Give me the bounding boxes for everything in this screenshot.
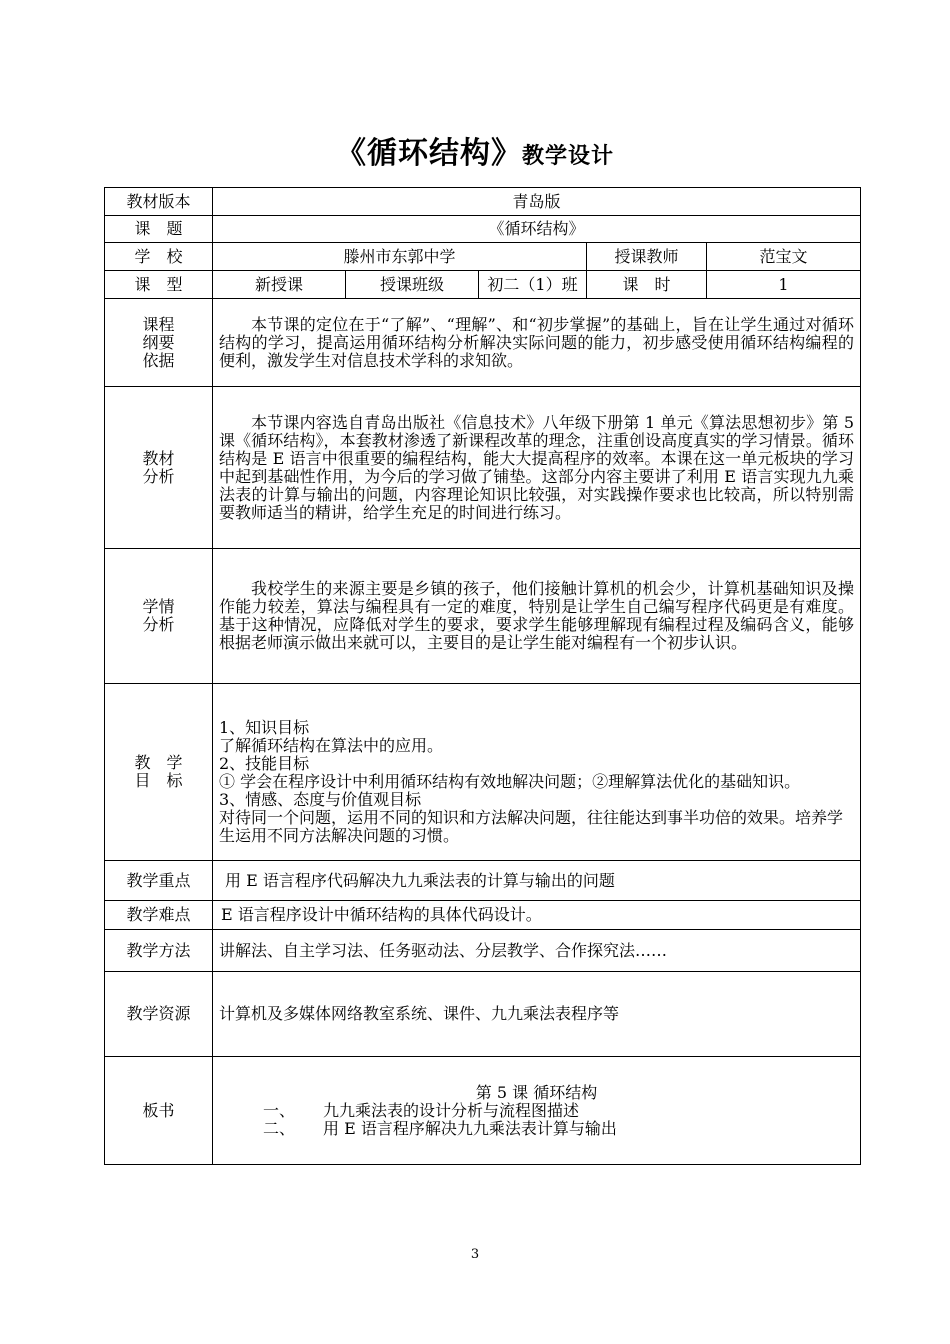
label-class: 授课班级 xyxy=(346,271,479,299)
label-teacher: 授课教师 xyxy=(587,243,707,271)
row-resources xyxy=(105,972,861,1057)
row-goals xyxy=(105,684,861,861)
board-item-text: 用 E 语言程序解决九九乘法表计算与输出 xyxy=(323,1118,617,1138)
value-type: 新授课 xyxy=(213,271,346,299)
goal-line: 3、情感、态度与价值观目标 xyxy=(219,790,422,809)
text-material: 本节课内容选自青岛出版社《信息技术》八年级下册第 1 单元《算法思想初步》第 5 课《循环结构》，本套教材渗透了新课程改革的理念，注重创设高度真实的学习情景。循环结构是 E 语言中很重要的编程结构，能大大提高程序的效率。本课在这一单元板块的学习中起到基础性作用，为今后的学习做了铺垫。这部分内容主要讲了利用 E 语言实现九九乘法表的计算与输出的问题，内容理论知识比较强，对实践操作要求也比较高，所以特别需要教师适当的精讲，给学生充足的时间进行练习。 xyxy=(213,387,861,549)
label-students-line: 学情 xyxy=(142,597,175,616)
text-basis: 本节课的定位在于“了解”、“理解”、和“初步掌握”的基础上，旨在让学生通过对循环结构的学习，提高运用循环结构分析解决实际问题的能力，初步感受使用循环结构编程的便利，激发学生对信息技术学科的求知欲。 xyxy=(213,299,861,387)
goal-line: 对待同一个问题，运用不同的知识和方法解决问题，往往能达到事半功倍的效果。培养学生运用不同方法解决问题的习惯。 xyxy=(219,808,844,845)
page-number: 3 xyxy=(470,1247,480,1262)
title-sub: 教学设计 xyxy=(521,143,614,169)
goal-line: 了解循环结构在算法中的应用。 xyxy=(219,736,444,755)
board-item-num: 一、 xyxy=(263,1100,296,1120)
label-type: 课 型 xyxy=(105,271,213,299)
row-board xyxy=(105,1057,861,1165)
label-topic: 课 题 xyxy=(105,216,213,243)
row-methods xyxy=(105,930,861,972)
board-item xyxy=(219,1102,854,1120)
lesson-plan-table xyxy=(104,187,861,1165)
document-title xyxy=(0,128,950,172)
text-methods: 讲解法、自主学习法、任务驱动法、分层教学、合作探究法…… xyxy=(213,930,861,972)
goal-line: 2、技能目标 xyxy=(219,754,310,773)
row-school xyxy=(105,243,861,271)
label-students-line: 分析 xyxy=(142,615,175,634)
text-goals xyxy=(213,684,861,861)
label-material-line: 教材 xyxy=(142,448,175,468)
text-difficulty: E 语言程序设计中循环结构的具体代码设计。 xyxy=(213,901,861,930)
label-basis xyxy=(105,299,213,387)
goal-line: ① 学会在程序设计中利用循环结构有效地解决问题；②理解算法优化的基础知识。 xyxy=(219,772,801,791)
board-content xyxy=(213,1057,861,1165)
row-topic xyxy=(105,216,861,243)
label-goals-line: 目 标 xyxy=(134,771,183,790)
text-resources: 计算机及多媒体网络教室系统、课件、九九乘法表程序等 xyxy=(213,972,861,1057)
row-edition xyxy=(105,188,861,216)
row-key xyxy=(105,861,861,901)
row-difficulty xyxy=(105,901,861,930)
label-students xyxy=(105,549,213,684)
label-difficulty: 教学难点 xyxy=(105,901,213,930)
label-material-line: 分析 xyxy=(142,466,175,486)
value-class: 初二（1）班 xyxy=(479,271,587,299)
label-goals-line: 教 学 xyxy=(134,753,183,772)
label-edition: 教材版本 xyxy=(105,188,213,216)
label-methods: 教学方法 xyxy=(105,930,213,972)
board-item-num: 二、 xyxy=(263,1118,296,1138)
value-topic: 《循环结构》 xyxy=(213,216,861,243)
goal-line: 1、知识目标 xyxy=(219,718,310,737)
label-basis-line: 纲要 xyxy=(142,332,175,352)
value-edition: 青岛版 xyxy=(213,188,861,216)
label-material xyxy=(105,387,213,549)
text-key: 用 E 语言程序代码解决九九乘法表的计算与输出的问题 xyxy=(213,861,861,901)
label-key: 教学重点 xyxy=(105,861,213,901)
label-hours: 课 时 xyxy=(587,271,707,299)
label-board: 板书 xyxy=(105,1057,213,1165)
board-item-text: 九九乘法表的设计分析与流程图描述 xyxy=(323,1100,580,1120)
board-heading: 第 5 课 循环结构 xyxy=(475,1082,598,1102)
label-resources: 教学资源 xyxy=(105,972,213,1057)
title-main: 《循环结构》 xyxy=(335,136,522,171)
label-school: 学 校 xyxy=(105,243,213,271)
board-item xyxy=(219,1120,854,1138)
row-basis xyxy=(105,299,861,387)
row-type xyxy=(105,271,861,299)
value-teacher: 范宝文 xyxy=(707,243,861,271)
value-hours: 1 xyxy=(707,271,861,299)
text-students: 我校学生的来源主要是乡镇的孩子，他们接触计算机的机会少，计算机基础知识及操作能力较差，算法与编程具有一定的难度，特别是让学生自己编写程序代码更是有难度。基于这种情况，应降低对学生的要求，要求学生能够理解现有编程过程及编码含义，能够根据老师演示做出来就可以，主要目的是让学生能对编程有一个初步认识。 xyxy=(213,549,861,684)
label-goals xyxy=(105,684,213,861)
label-basis-line: 课程 xyxy=(142,314,175,334)
label-basis-line: 依据 xyxy=(142,350,175,370)
row-material xyxy=(105,387,861,549)
row-students xyxy=(105,549,861,684)
value-school: 滕州市东郭中学 xyxy=(213,243,587,271)
